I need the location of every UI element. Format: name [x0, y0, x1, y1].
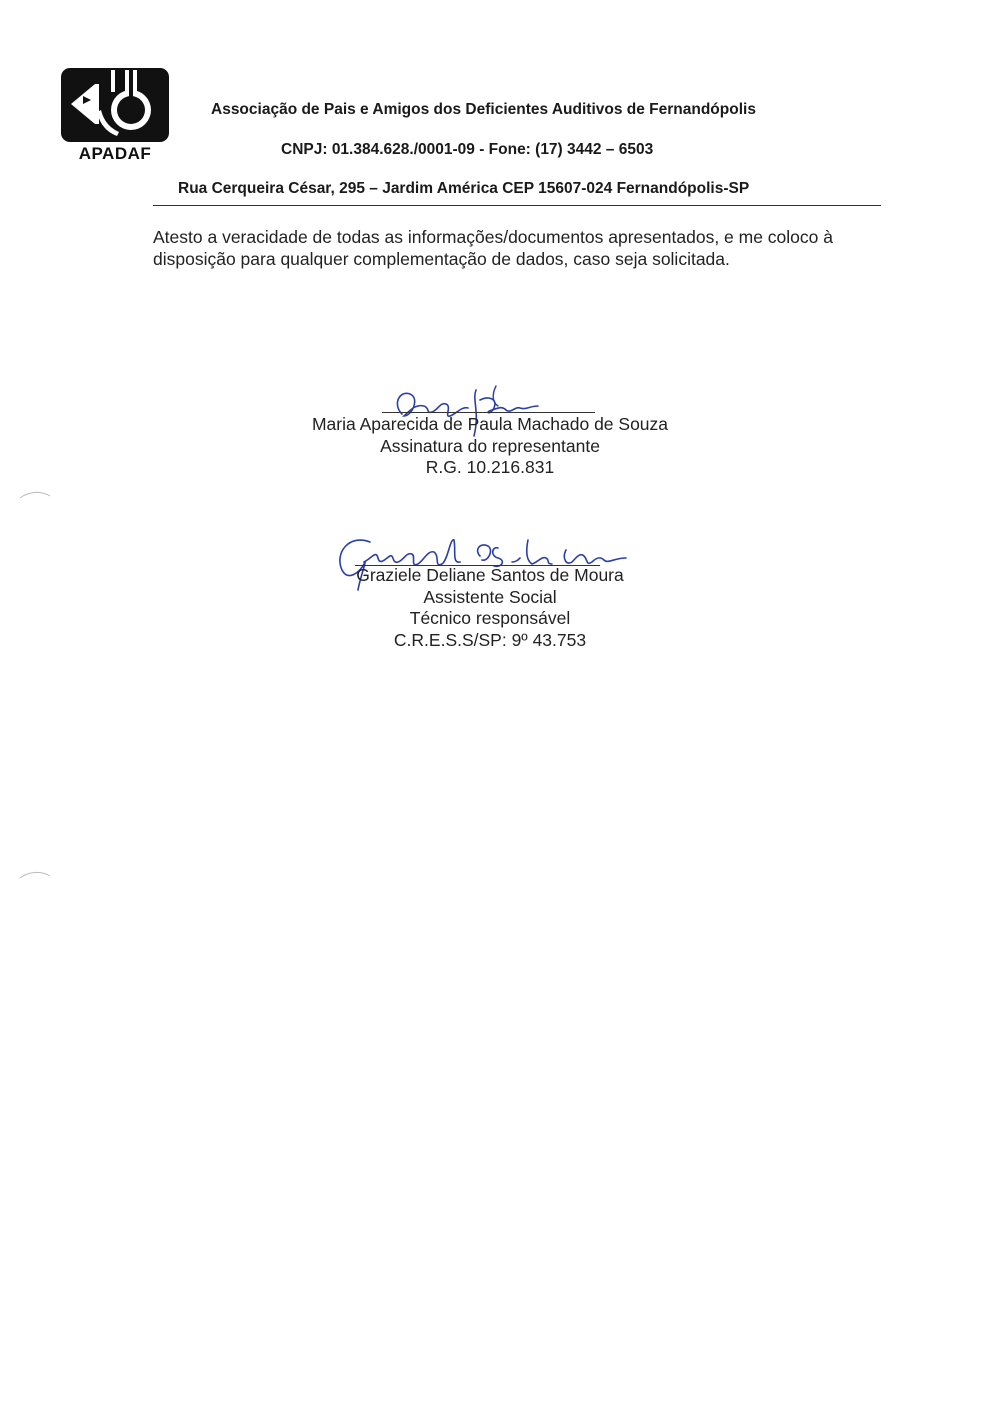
scan-mark-bottom [18, 868, 54, 882]
signatory-name: Graziele Deliane Santos de Moura [356, 565, 624, 585]
signature-line-1 [382, 412, 595, 413]
signatory-id: C.R.E.S.S/SP: 9º 43.753 [393, 629, 587, 650]
signatory-role: Assinatura do representante [380, 435, 600, 456]
address-line: Rua Cerqueira César, 295 – Jardim América CEP 15607-024 Fernandópolis-SP [178, 180, 750, 197]
apadaf-logo [59, 66, 171, 164]
signatory-role-secondary: Técnico responsável [409, 608, 571, 628]
signatory-name: Maria Aparecida de Paula Machado de Souza [311, 414, 669, 434]
scan-mark-top [18, 488, 54, 502]
signatory-representative [280, 414, 700, 479]
organization-name: Associação de Pais e Amigos dos Deficientes Auditivos de Fernandópolis [211, 101, 756, 118]
signatory-social-worker [280, 565, 700, 651]
statement-paragraph: Atesto a veracidade de todas as informações/documentos apresentados, e me coloco à disposição para qualquer complementação de dados, caso seja solicitada. [153, 227, 833, 269]
header-divider [153, 205, 881, 206]
signatory-id: R.G. 10.216.831 [425, 457, 555, 477]
logo-wordmark: APADAF [78, 144, 152, 163]
cnpj-phone: CNPJ: 01.384.628./0001-09 - Fone: (17) 3442 – 6503 [281, 141, 654, 158]
apadaf-ear-logo-icon [59, 66, 171, 144]
signatory-role: Assistente Social [423, 586, 557, 607]
